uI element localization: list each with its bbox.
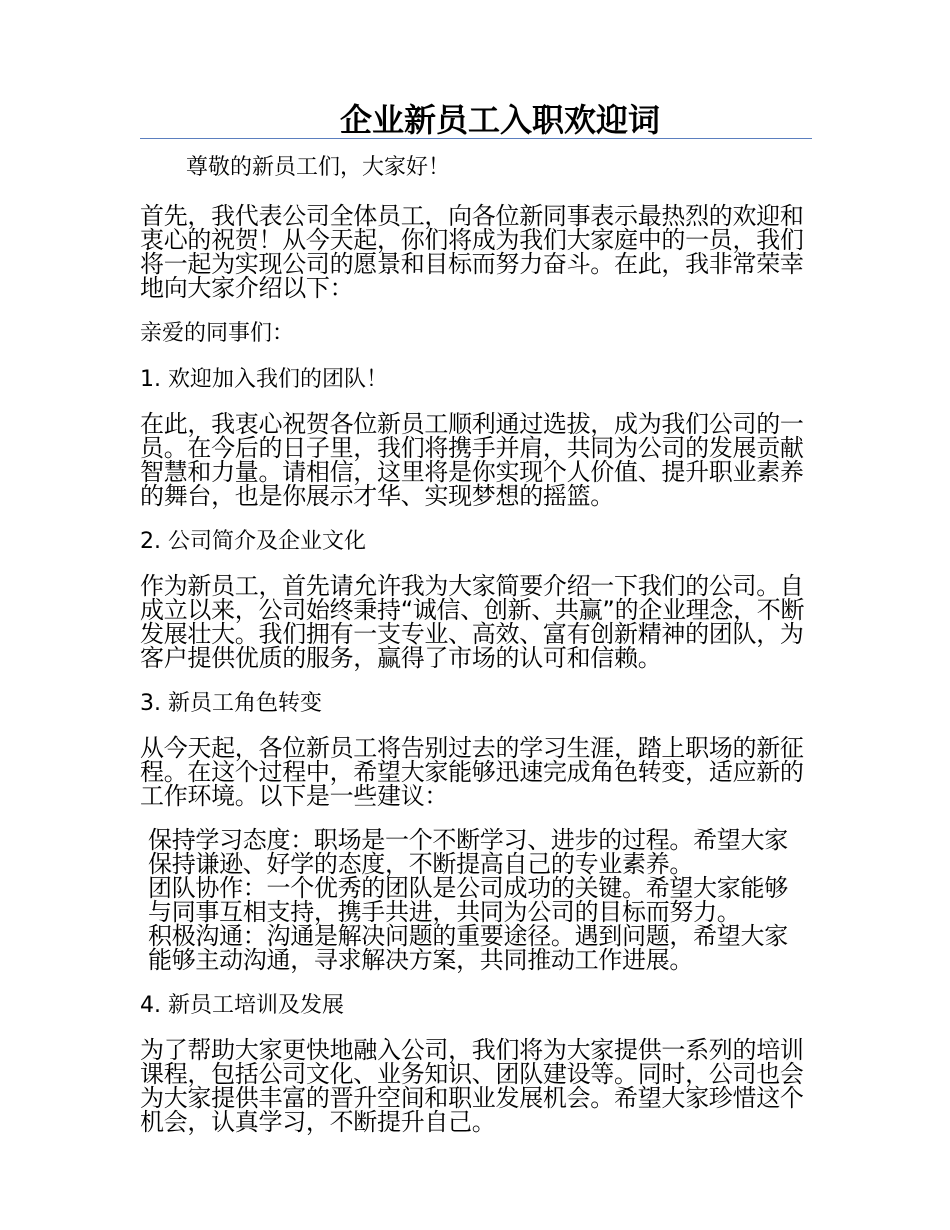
salutation: 亲爱的同事们： xyxy=(140,321,295,346)
document-page xyxy=(140,100,812,1154)
list-item: 团队协作：一个优秀的团队是公司成功的关键。希望大家能够与同事互相支持，携手共进，共同为公司的目标而努力。 xyxy=(148,874,788,926)
section-body-1: 在此，我衷心祝贺各位新员工顺利通过选拔，成为我们公司的一员。在今后的日子里，我们将携手并肩，共同为公司的发展贡献智慧和力量。请相信，这里将是你实现个人价值、提升职业素养的舞台，也是你展示才华、实现梦想的摇篮。 xyxy=(140,410,804,510)
suggestion-list xyxy=(140,828,794,972)
section-body-4: 为了帮助大家更快地融入公司，我们将为大家提供一系列的培训课程，包括公司文化、业务知识、团队建设等。同时，公司也会为大家提供丰富的晋升空间和职业发展机会。希望大家珍惜这个机会，认真学习，不断提升自己。 xyxy=(140,1036,804,1136)
section-heading-1: 1. 欢迎加入我们的团队！ xyxy=(140,367,388,392)
section-body-2: 作为新员工，首先请允许我为大家简要介绍一下我们的公司。自成立以来，公司始终秉持“诚信、创新、共赢”的企业理念，不断发展壮大。我们拥有一支专业、高效、富有创新精神的团队，为客户提供优质的服务，赢得了市场的认可和信赖。 xyxy=(140,572,805,672)
document-title: 企业新员工入职欢迎词 xyxy=(339,101,660,139)
section-body-3: 从今天起，各位新员工将告别过去的学习生涯，踏上职场的新征程。在这个过程中，希望大家能够迅速完成角色转变，适应新的工作环境。以下是一些建议： xyxy=(140,734,804,810)
section-heading-2: 2. 公司简介及企业文化 xyxy=(140,529,366,554)
section-heading-4: 4. 新员工培训及发展 xyxy=(140,993,344,1018)
greeting: 尊敬的新员工们，大家好！ xyxy=(186,155,451,180)
list-item: 积极沟通：沟通是解决问题的重要途径。遇到问题，希望大家能够主动沟通，寻求解决方案，共同推动工作进展。 xyxy=(148,922,788,974)
list-item: 保持学习态度：职场是一个不断学习、进步的过程。希望大家保持谦逊、好学的态度，不断提高自己的专业素养。 xyxy=(148,826,788,878)
section-heading-3: 3. 新员工角色转变 xyxy=(140,691,322,716)
intro-paragraph: 首先，我代表公司全体员工，向各位新同事表示最热烈的欢迎和衷心的祝贺！从今天起，你们将成为我们大家庭中的一员，我们将一起为实现公司的愿景和目标而努力奋斗。在此，我非常荣幸地向大家介绍以下： xyxy=(140,202,804,302)
